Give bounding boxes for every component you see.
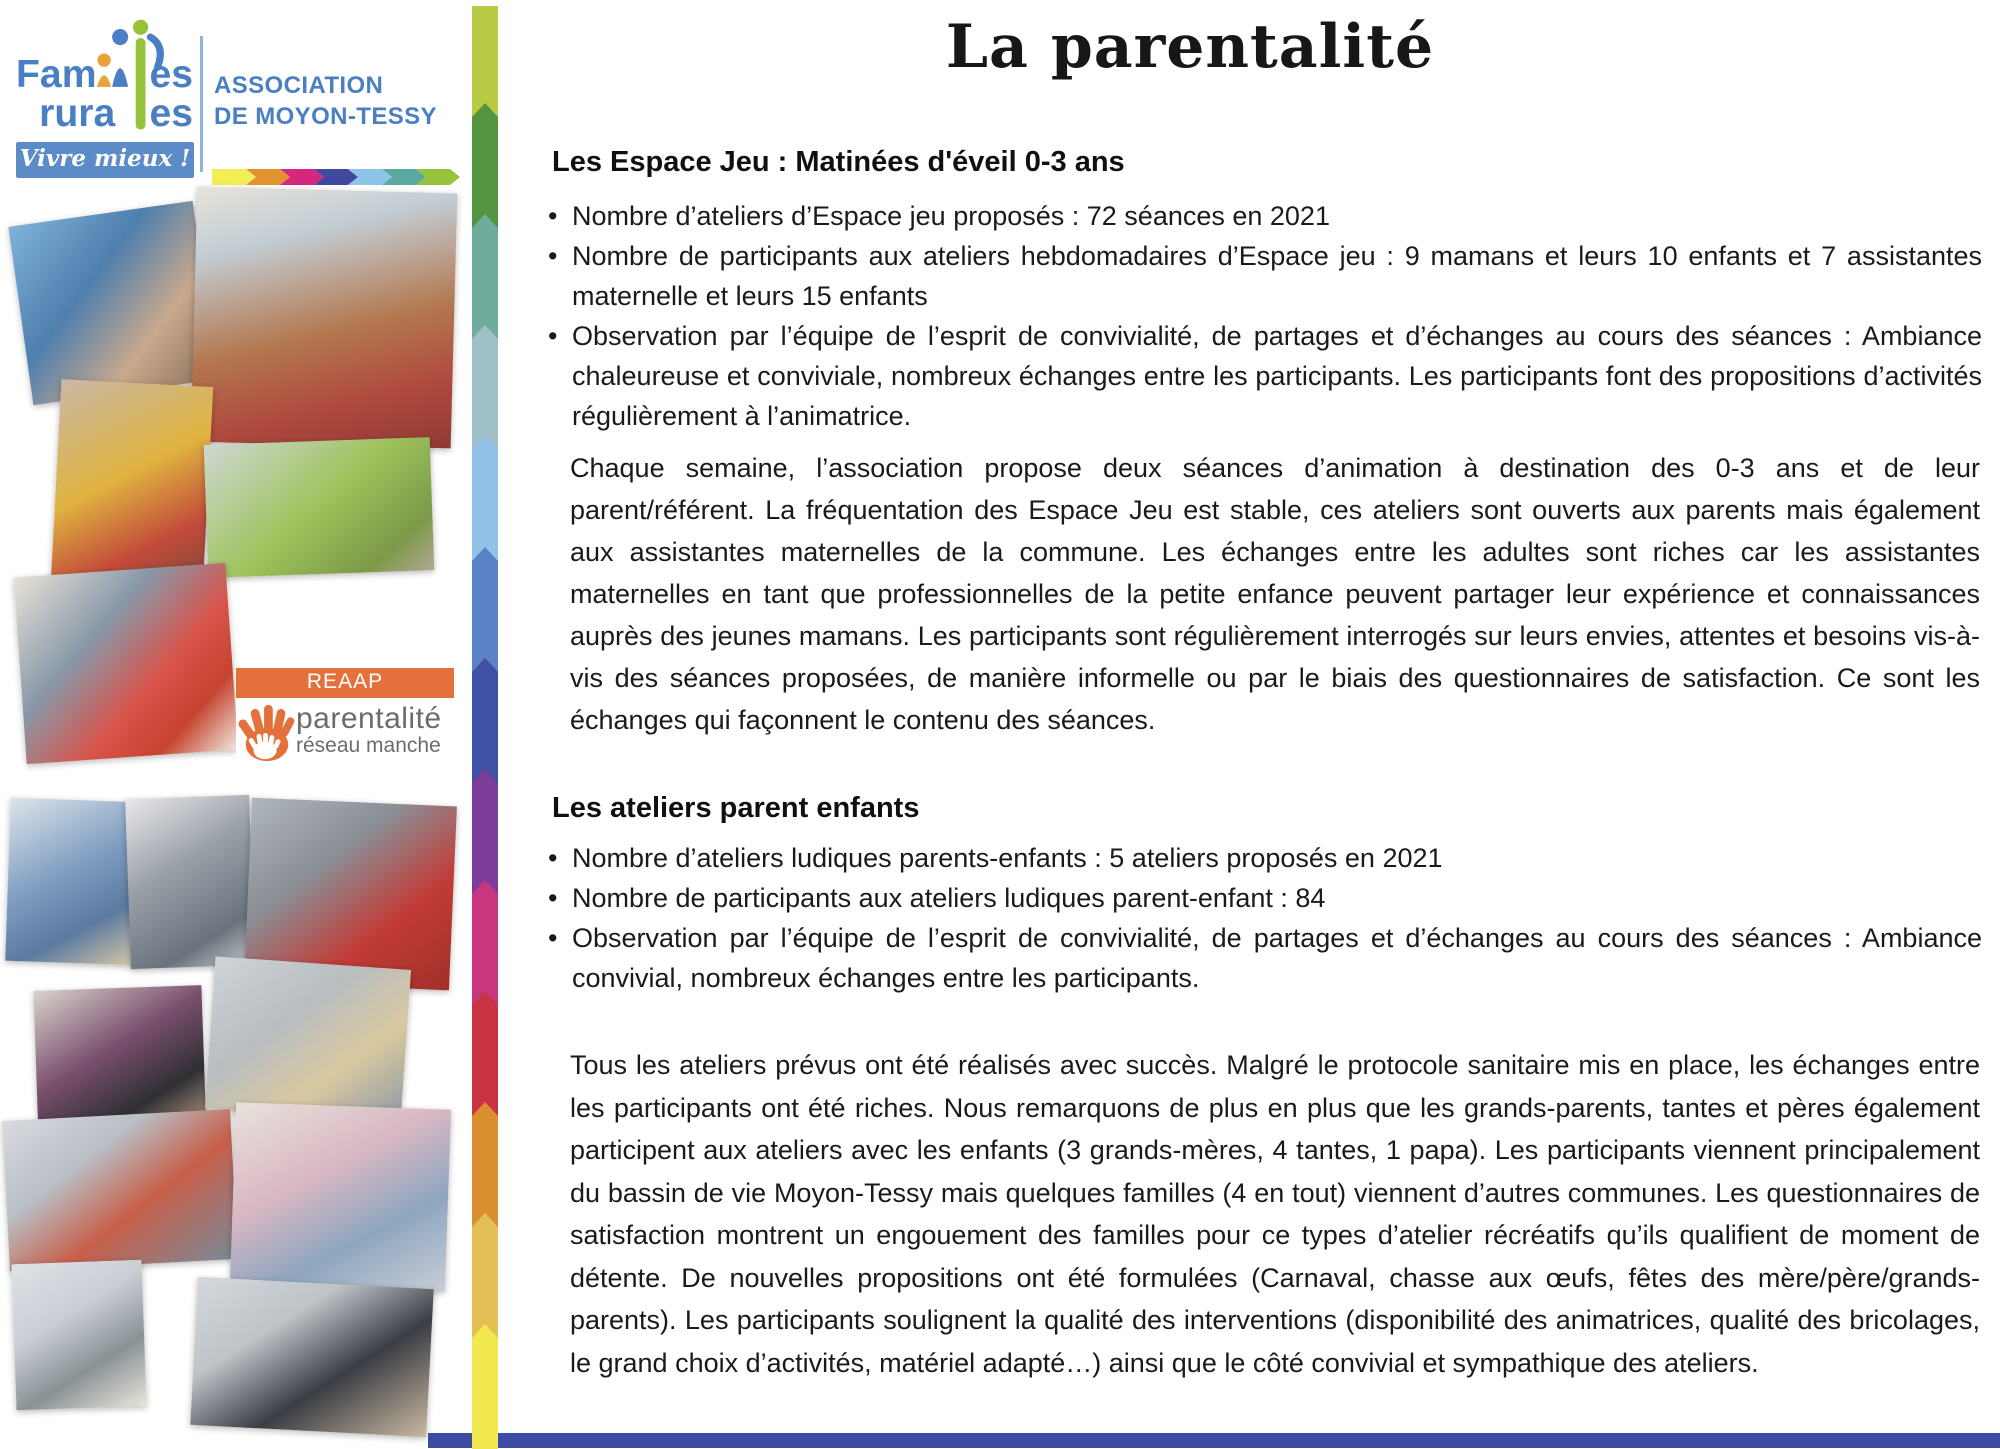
photo-child-green-table-game	[204, 437, 435, 578]
strip-segment	[472, 436, 498, 561]
photo-girl-ghost-craft	[11, 1260, 146, 1410]
strip-segment	[472, 547, 498, 672]
photo-children-yellow-slide	[51, 379, 214, 592]
reaap-network-name: parentalité	[296, 702, 442, 735]
bullet-item: • Nombre d’ateliers d’Espace jeu proposés : 72 séances en 2021	[540, 196, 1982, 236]
reaap-network-region: réseau manche	[296, 734, 441, 757]
section-espace-jeu-bullets	[540, 196, 1982, 436]
strip-segment	[472, 6, 498, 117]
photo-parent-baby-activity-table	[8, 201, 217, 405]
footer-accent-bar	[428, 1433, 2000, 1448]
strip-segment	[472, 1102, 498, 1227]
strip-segment	[472, 1324, 498, 1449]
color-arrow-strip	[212, 169, 460, 185]
section-ateliers-paragraph: Tous les ateliers prévus ont été réalisés avec succès. Malgré le protocole sanitaire mis en place, les échanges entre les participants ont été riches. Nous remarquons de plus en plus que les grands-parents, tantes et pères également participent aux ateliers avec les enfants (3 grands-mères, 4 tantes, 1 papa). Les participants viennent principalement du bassin de vie Moyon-Tessy mais quelques familles (4 en tout) viennent d’autres communes. Les questionnaires de satisfaction montrent un engouement des familles pour ce types d’atelier récréatifs qu’ils qualifient de moment de détente. De nouvelles propositions ont été formulées (Carnaval, chasse aux œufs, fêtes des mère/père/grands-parents). Les participants soulignent la qualité des interventions (disponibilité des animatrices, qualité des bricolages, le grand choix d’activités, matériel adapté…) ainsi que le côté convivial et sympathique des ateliers.	[570, 1050, 1980, 1378]
main-content	[540, 0, 1992, 1448]
association-name-line2: DE MOYON-TESSY	[214, 103, 437, 130]
strip-segment	[472, 991, 498, 1116]
strip-segment	[472, 103, 498, 228]
strip-segment	[472, 880, 498, 1005]
hand-icon	[236, 701, 296, 763]
photo-baby-sand-tray	[14, 563, 239, 764]
reaap-parentalite-logo	[236, 668, 454, 763]
section-espace-jeu-paragraph: Chaque semaine, l’association propose deux séances d’animation à destination des 0-3 ans et de leur parent/référent. La fréquentation des Espace Jeu est stable, ces ateliers sont ouverts aux parents mais également aux assistantes maternelles de la commune. Les échanges entre les adultes sont riches car les assistantes maternelles en tant que professionnelles de la petite enfance peuvent partager leur expérience et connaissances auprès des jeunes mamans. Les participants sont régulièrement interrogés sur leurs envies, attentes et besoins vis-à-vis des séances proposées, de manière informelle ou par le biais des questionnaires de satisfaction. Ce sont les échanges qui façonnent le contenu des séances.	[570, 453, 1980, 735]
photo-soft-play-room	[191, 187, 458, 449]
strip-segment	[472, 1213, 498, 1338]
photo-family-craft-table	[2, 1109, 238, 1271]
strip-segment	[472, 658, 498, 783]
bullet-item: • Observation par l’équipe de l’esprit de convivialité, de partages et d’échanges au cours des séances : Ambiance convivial, nombreux échanges entre les participants.	[540, 918, 1982, 998]
bullet-item: • Nombre de participants aux ateliers ludiques parent-enfant : 84	[540, 878, 1982, 918]
bullet-item: • Nombre de participants aux ateliers hebdomadaires d’Espace jeu : 9 mamans et leurs 10 enfants et 7 assistantes maternelle et leurs 15 enfants	[540, 236, 1982, 316]
section-espace-jeu-heading: Les Espace Jeu : Matinées d'éveil 0-3 ans	[552, 146, 1125, 178]
svg-text:es: es	[149, 92, 194, 136]
logo-divider-line	[200, 36, 203, 172]
strip-segment	[472, 214, 498, 339]
strip-segment	[472, 769, 498, 894]
page-title: La parentalité	[945, 12, 1435, 82]
svg-text:Fam: Fam	[16, 52, 97, 96]
svg-text:rura: rura	[39, 92, 116, 136]
bullet-item: • Observation par l’équipe de l’esprit de convivialité, de partages et d’échanges au cours des séances : Ambiance chaleureuse et conviviale, nombreux échanges entre les participants. Les participants font des propositions d’activités régulièrement à l’animatrice.	[540, 316, 1982, 436]
photo-kids-painting-tubes	[190, 1277, 433, 1437]
association-name-line1: ASSOCIATION	[214, 72, 384, 99]
vertical-rainbow-strip	[472, 6, 498, 1448]
photo-children-painting-table	[205, 956, 411, 1121]
association-name	[214, 70, 437, 132]
svg-text:es: es	[149, 52, 194, 96]
strip-segment	[472, 325, 498, 450]
section-ateliers-bullets	[540, 838, 1982, 998]
photo-kids-gnome-craft	[125, 795, 255, 969]
brand-tagline: Vivre mieux !	[16, 142, 194, 178]
photo-boy-christmas-tree-craft	[5, 798, 143, 966]
section-ateliers-heading: Les ateliers parent enfants	[552, 792, 920, 824]
bullet-item: • Nombre d’ateliers ludiques parents-enfants : 5 ateliers proposés en 2021	[540, 838, 1982, 878]
familles-rurales-logo-figures	[16, 16, 194, 140]
familles-rurales-logo	[16, 16, 194, 178]
reaap-label: REAAP	[236, 668, 454, 698]
photo-mother-girl-pink-craft	[230, 1102, 451, 1291]
